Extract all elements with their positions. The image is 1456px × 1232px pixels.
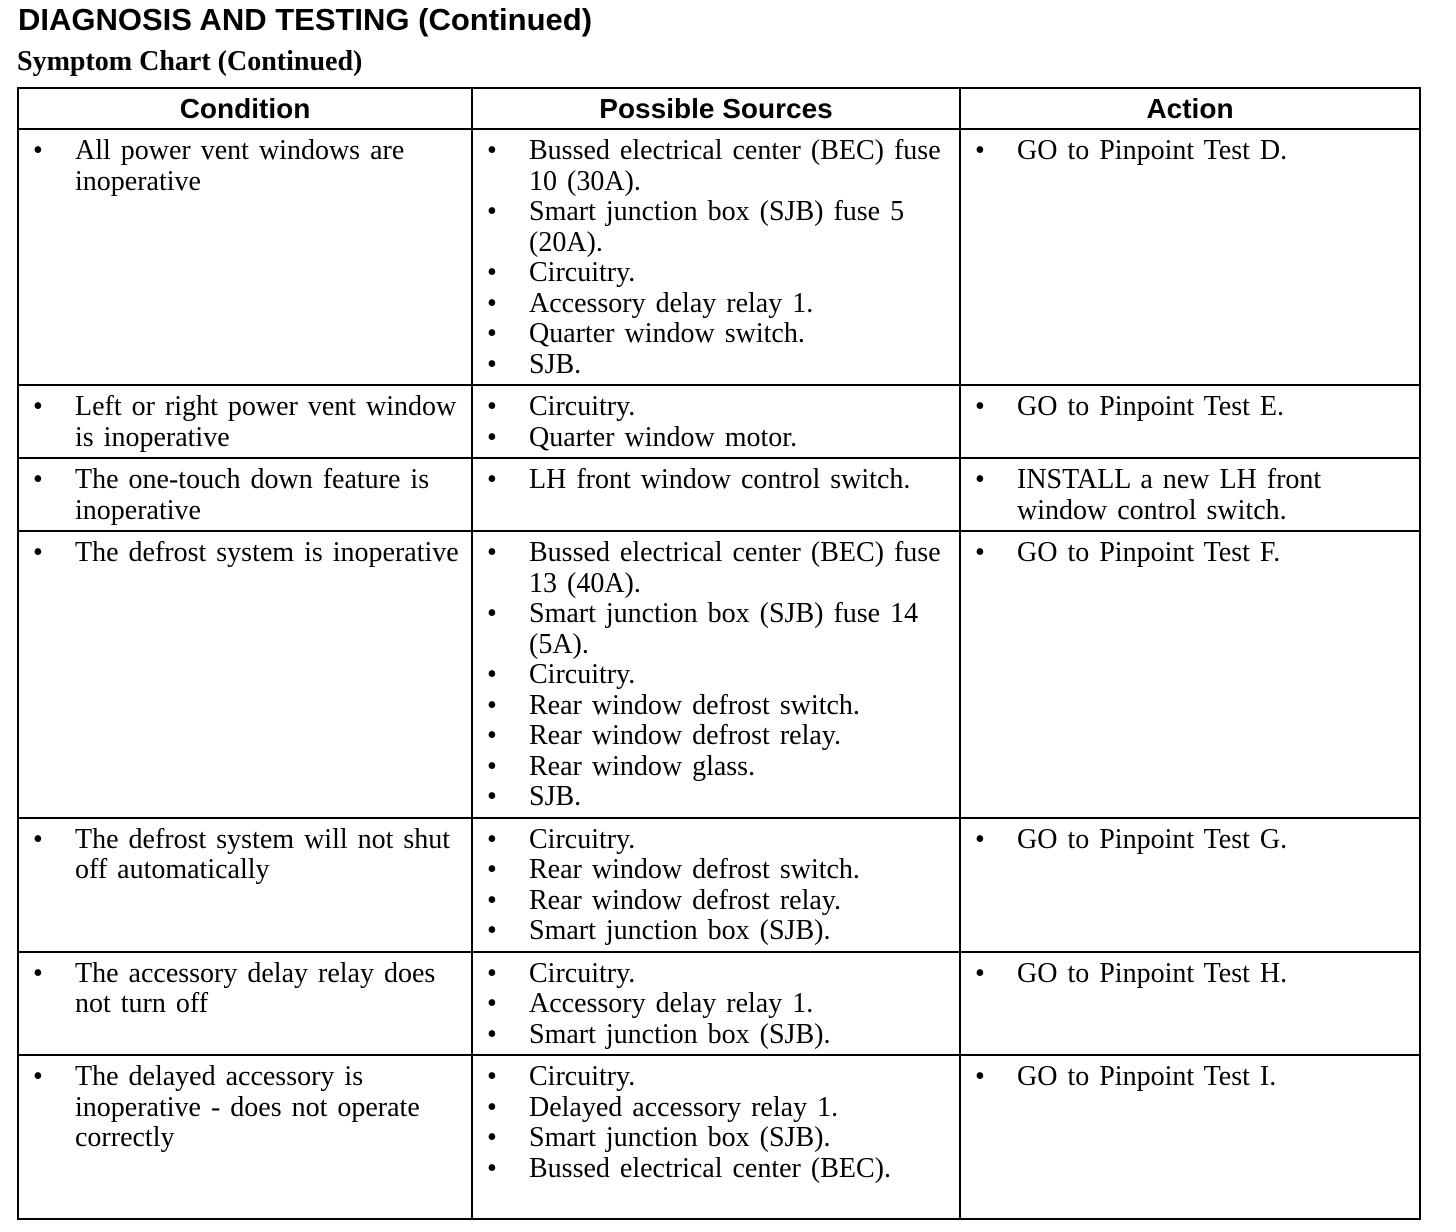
source-item: • Quarter window motor. bbox=[483, 423, 951, 454]
action-text: • GO to Pinpoint Test D. bbox=[971, 136, 1411, 167]
sources-cell bbox=[472, 818, 960, 952]
action-cell bbox=[960, 818, 1420, 952]
column-header-possible-sources: Possible Sources bbox=[472, 88, 960, 129]
condition-cell bbox=[18, 952, 472, 1056]
sources-cell bbox=[472, 1055, 960, 1219]
table-row bbox=[18, 952, 1420, 1056]
condition-cell bbox=[18, 531, 472, 818]
condition-cell bbox=[18, 818, 472, 952]
action-text: • GO to Pinpoint Test F. bbox=[971, 538, 1411, 569]
sources-cell bbox=[472, 458, 960, 531]
source-item: • Accessory delay relay 1. bbox=[483, 289, 951, 320]
source-item: • Rear window glass. bbox=[483, 752, 951, 783]
table-row bbox=[18, 1055, 1420, 1219]
source-item: • Rear window defrost switch. bbox=[483, 855, 951, 886]
action-text: • GO to Pinpoint Test G. bbox=[971, 825, 1411, 856]
source-item: • Circuitry. bbox=[483, 258, 951, 289]
source-item: • Circuitry. bbox=[483, 392, 951, 423]
condition-cell bbox=[18, 129, 472, 385]
action-text: • GO to Pinpoint Test H. bbox=[971, 959, 1411, 990]
source-item: • SJB. bbox=[483, 782, 951, 813]
condition-text: • Left or right power vent window is inoperative bbox=[29, 392, 463, 453]
condition-text: • The defrost system will not shut off automatically bbox=[29, 825, 463, 886]
condition-text: • All power vent windows are inoperative bbox=[29, 136, 463, 197]
condition-text: • The defrost system is inoperative bbox=[29, 538, 463, 569]
source-item: • Circuitry. bbox=[483, 1062, 951, 1093]
condition-cell bbox=[18, 385, 472, 458]
source-item: • Accessory delay relay 1. bbox=[483, 989, 951, 1020]
source-item: • Bussed electrical center (BEC). bbox=[483, 1154, 951, 1185]
action-text: • GO to Pinpoint Test E. bbox=[971, 392, 1411, 423]
sources-cell bbox=[472, 385, 960, 458]
source-item: • Smart junction box (SJB). bbox=[483, 916, 951, 947]
page-title: DIAGNOSIS AND TESTING (Continued) bbox=[18, 2, 593, 37]
action-cell bbox=[960, 1055, 1420, 1219]
table-row bbox=[18, 531, 1420, 818]
action-cell bbox=[960, 531, 1420, 818]
source-item: • Quarter window switch. bbox=[483, 319, 951, 350]
sources-cell bbox=[472, 531, 960, 818]
sources-cell bbox=[472, 952, 960, 1056]
sources-cell bbox=[472, 129, 960, 385]
action-cell bbox=[960, 458, 1420, 531]
table-row bbox=[18, 818, 1420, 952]
column-header-action: Action bbox=[960, 88, 1420, 129]
column-header-condition: Condition bbox=[18, 88, 472, 129]
action-cell bbox=[960, 129, 1420, 385]
condition-cell bbox=[18, 1055, 472, 1219]
source-item: • Delayed accessory relay 1. bbox=[483, 1093, 951, 1124]
condition-text: • The delayed accessory is inoperative - does not operate correctly bbox=[29, 1062, 463, 1154]
condition-text: • The accessory delay relay does not turn off bbox=[29, 959, 463, 1020]
table-header-row bbox=[18, 88, 1420, 129]
source-item: • Bussed electrical center (BEC) fuse 10 (30A). bbox=[483, 136, 951, 197]
source-item: • Rear window defrost switch. bbox=[483, 691, 951, 722]
condition-text: • The one-touch down feature is inoperative bbox=[29, 465, 463, 526]
source-item: • Bussed electrical center (BEC) fuse 13 (40A). bbox=[483, 538, 951, 599]
table-row bbox=[18, 458, 1420, 531]
source-item: • Smart junction box (SJB). bbox=[483, 1020, 951, 1051]
source-item: • Smart junction box (SJB) fuse 5 (20A). bbox=[483, 197, 951, 258]
source-item: • Circuitry. bbox=[483, 825, 951, 856]
source-item: • Rear window defrost relay. bbox=[483, 886, 951, 917]
source-item: • Smart junction box (SJB). bbox=[483, 1123, 951, 1154]
condition-cell bbox=[18, 458, 472, 531]
action-cell bbox=[960, 952, 1420, 1056]
source-item: • LH front window control switch. bbox=[483, 465, 951, 496]
section-title: Symptom Chart (Continued) bbox=[17, 46, 363, 77]
source-item: • Circuitry. bbox=[483, 959, 951, 990]
table-row bbox=[18, 129, 1420, 385]
source-item: • Smart junction box (SJB) fuse 14 (5A). bbox=[483, 599, 951, 660]
table-row bbox=[18, 385, 1420, 458]
action-text: • GO to Pinpoint Test I. bbox=[971, 1062, 1411, 1093]
source-item: • Rear window defrost relay. bbox=[483, 721, 951, 752]
source-item: • SJB. bbox=[483, 350, 951, 381]
symptom-chart-table bbox=[17, 87, 1421, 1220]
action-text: • INSTALL a new LH front window control switch. bbox=[971, 465, 1411, 526]
source-item: • Circuitry. bbox=[483, 660, 951, 691]
action-cell bbox=[960, 385, 1420, 458]
